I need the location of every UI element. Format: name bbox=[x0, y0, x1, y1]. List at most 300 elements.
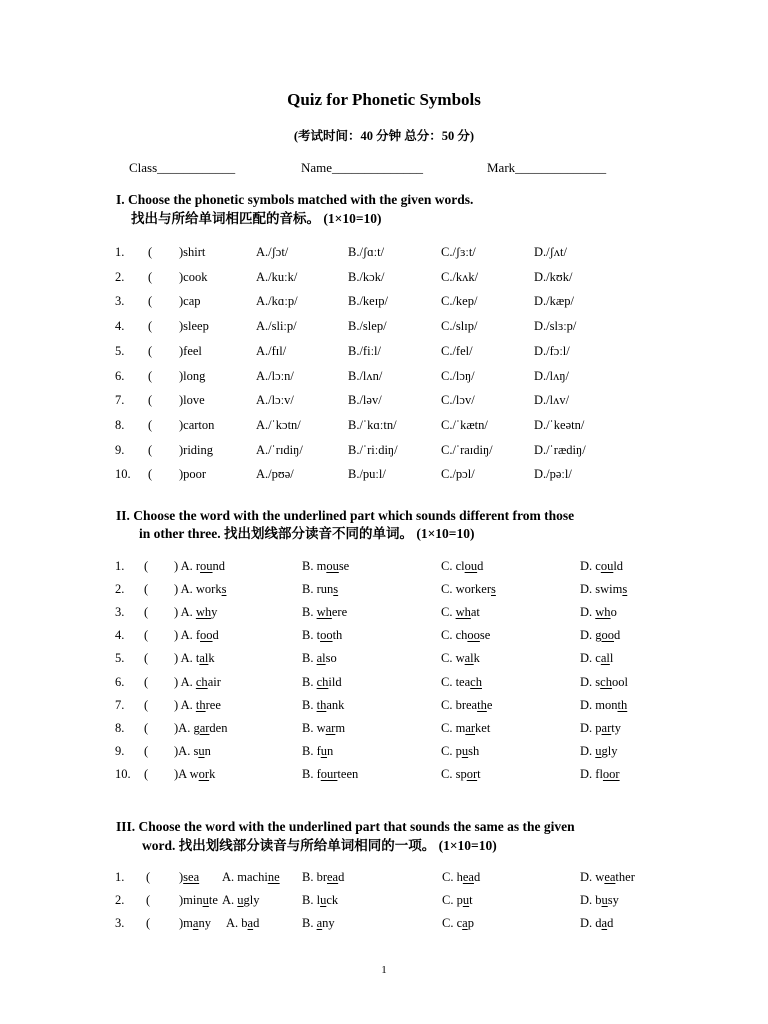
mark-field: Mark______________ bbox=[487, 160, 607, 175]
underlined-part: s bbox=[622, 582, 628, 597]
answer-blank: ( bbox=[148, 442, 153, 457]
underlined-part: wh bbox=[195, 605, 212, 620]
underlined-part: oo bbox=[200, 628, 213, 643]
name-field: Name______________ bbox=[301, 160, 424, 175]
option-d bbox=[580, 721, 621, 736]
option-d: D./ˈkeətn/ bbox=[534, 417, 585, 432]
underlined-part: ch bbox=[195, 674, 208, 689]
word-part: ree bbox=[205, 697, 221, 712]
underlined-part: our bbox=[320, 766, 338, 781]
word-part: gly bbox=[601, 743, 618, 758]
answer-blank: ( bbox=[146, 893, 151, 907]
option-a: A./ˈrɪdiŋ/ bbox=[256, 442, 303, 457]
option-d: D./kæp/ bbox=[534, 294, 574, 309]
word-part: ny bbox=[322, 916, 335, 930]
option-d: D./lʌv/ bbox=[534, 393, 570, 408]
word-part: B. bbox=[302, 916, 317, 930]
word-part: ) A. bbox=[174, 697, 196, 712]
option-b: B./slep/ bbox=[348, 319, 387, 334]
word-part: B. l bbox=[302, 893, 321, 907]
underlined-part: u bbox=[320, 743, 327, 758]
underlined-part: s bbox=[333, 582, 339, 597]
word-part: D. b bbox=[580, 893, 602, 907]
option-b: B./keɪp/ bbox=[348, 294, 388, 309]
option-b bbox=[302, 893, 338, 908]
option-c bbox=[441, 605, 480, 620]
option-b: B./puːl/ bbox=[348, 467, 386, 482]
question-number: 4. bbox=[115, 319, 125, 334]
underlined-part: ea bbox=[462, 870, 474, 884]
word-part: th bbox=[332, 628, 343, 643]
word-part: k bbox=[208, 651, 215, 666]
option-a bbox=[222, 893, 260, 908]
word-part: se bbox=[338, 559, 350, 573]
word-part: ild bbox=[328, 674, 342, 689]
question-number: 3. bbox=[115, 605, 125, 620]
underlined-part: ou bbox=[600, 559, 614, 573]
question-number: 1. bbox=[115, 245, 125, 259]
underlined-part: oo bbox=[601, 628, 615, 643]
word-part: B. m bbox=[302, 559, 327, 573]
word-part: d bbox=[477, 559, 484, 573]
option-a: A./lɔːn/ bbox=[256, 368, 294, 383]
option-a: A./kɑːp/ bbox=[256, 294, 298, 309]
question-number: 2. bbox=[115, 269, 125, 284]
given-word bbox=[179, 893, 218, 908]
underlined-part: or bbox=[198, 766, 210, 781]
word-part: ther bbox=[615, 870, 635, 884]
given-word bbox=[179, 916, 211, 931]
word-part: d bbox=[212, 628, 219, 643]
question-row bbox=[0, 270, 768, 290]
answer-blank: ( bbox=[148, 417, 153, 432]
option-c bbox=[441, 721, 490, 736]
question-number: 10. bbox=[115, 467, 131, 482]
word-part: d bbox=[473, 870, 481, 884]
option-a: A./lɔːv/ bbox=[256, 393, 294, 408]
underlined-part: ch bbox=[470, 674, 482, 689]
option-d: D./ˈrædiŋ/ bbox=[534, 442, 586, 457]
option-a bbox=[174, 744, 211, 759]
word-part: )A. g bbox=[174, 720, 200, 735]
word-part: B. bbox=[302, 651, 317, 666]
word-part: ere bbox=[331, 605, 348, 620]
question-row bbox=[0, 651, 768, 671]
word-part: ) A. t bbox=[174, 651, 200, 666]
question-row bbox=[0, 418, 768, 438]
answer-blank: ( bbox=[148, 245, 153, 259]
underlined-part: a bbox=[247, 916, 254, 930]
question-row bbox=[0, 893, 768, 913]
given-word: )love bbox=[179, 393, 205, 408]
option-d bbox=[580, 559, 623, 574]
option-d bbox=[580, 698, 627, 713]
option-a: A./pʊə/ bbox=[256, 467, 294, 482]
option-c: C./ʃɜːt/ bbox=[441, 245, 476, 259]
underlined-part: u bbox=[320, 893, 327, 907]
question-number: 4. bbox=[115, 628, 125, 643]
word-part: B. bbox=[302, 605, 317, 620]
option-b bbox=[302, 582, 338, 597]
option-d bbox=[580, 767, 620, 782]
word-part: D. c bbox=[580, 559, 601, 573]
underlined-part: wh bbox=[455, 605, 471, 620]
option-c: C./slɪp/ bbox=[441, 319, 478, 334]
underlined-part: or bbox=[466, 766, 478, 781]
underlined-part: oor bbox=[602, 766, 620, 781]
word-part: ool bbox=[611, 674, 628, 689]
option-c bbox=[441, 651, 480, 666]
option-d: D./kʊk/ bbox=[534, 269, 573, 284]
question-row bbox=[0, 675, 768, 695]
underlined-part: th bbox=[477, 697, 487, 712]
word-part: )min bbox=[179, 893, 203, 907]
word-part: B. bbox=[302, 674, 317, 689]
option-b bbox=[302, 628, 342, 643]
question-row bbox=[0, 467, 768, 487]
question-number: 6. bbox=[115, 368, 125, 383]
word-part: k bbox=[473, 651, 480, 666]
word-part: C. w bbox=[441, 651, 465, 666]
option-a bbox=[174, 675, 221, 690]
option-b bbox=[302, 559, 349, 574]
underlined-part: u bbox=[462, 893, 470, 907]
option-b: B./ˈriːdiŋ/ bbox=[348, 442, 398, 457]
option-a: A./kuːk/ bbox=[256, 269, 298, 284]
word-part: C. tea bbox=[441, 674, 471, 689]
underlined-part: u bbox=[601, 893, 608, 907]
option-d bbox=[580, 870, 635, 885]
underlined-part: a bbox=[316, 916, 323, 930]
page-number: 1 bbox=[381, 964, 387, 976]
option-c: C./ˈraɪdiŋ/ bbox=[441, 442, 493, 457]
question-number: 3. bbox=[115, 294, 125, 309]
section-1-heading: I. Choose the phonetic symbols matched with the given words. bbox=[116, 192, 474, 207]
underlined-part: wh bbox=[595, 605, 611, 620]
answer-blank: ( bbox=[148, 319, 153, 334]
underlined-part: ar bbox=[601, 720, 612, 735]
word-part: B. t bbox=[302, 628, 321, 643]
word-part: so bbox=[325, 651, 337, 666]
section-3-heading-cn: word. 找出划线部分读音与所给单词相同的一项。 (1×10=10) bbox=[142, 838, 497, 853]
word-part: C. cl bbox=[441, 559, 465, 573]
option-d bbox=[580, 893, 619, 908]
word-part: C. brea bbox=[441, 697, 478, 712]
word-part: B. f bbox=[302, 766, 321, 781]
word-part: te bbox=[208, 893, 218, 907]
given-word: )cook bbox=[179, 269, 208, 284]
underlined-part: oo bbox=[320, 628, 333, 643]
answer-blank: ( bbox=[144, 651, 149, 666]
option-a bbox=[174, 582, 226, 597]
option-d: D./pəːl/ bbox=[534, 467, 572, 482]
option-c: C./lɔv/ bbox=[441, 393, 475, 408]
question-row bbox=[0, 369, 768, 389]
word-part: C. m bbox=[441, 720, 466, 735]
given-word: )feel bbox=[179, 343, 202, 358]
section-2-heading: II. Choose the word with the underlined part which sounds different from those bbox=[116, 508, 575, 523]
question-row bbox=[0, 721, 768, 741]
option-c bbox=[441, 767, 481, 782]
word-part: ket bbox=[475, 720, 491, 735]
answer-blank: ( bbox=[144, 628, 149, 643]
option-b bbox=[302, 605, 347, 620]
option-b: B./ˈkɑːtn/ bbox=[348, 417, 397, 432]
option-b bbox=[302, 744, 333, 759]
question-number: 8. bbox=[115, 417, 125, 432]
word-part: se bbox=[479, 628, 491, 643]
underlined-part: ne bbox=[267, 870, 280, 884]
option-d bbox=[580, 605, 617, 620]
word-part: D. w bbox=[580, 870, 605, 884]
option-d bbox=[580, 744, 618, 759]
option-d: D./fɔːl/ bbox=[534, 343, 570, 358]
word-part: gly bbox=[243, 893, 260, 907]
question-number: 1. bbox=[115, 559, 125, 573]
word-part: B. f bbox=[302, 743, 321, 758]
given-word bbox=[179, 870, 199, 885]
word-part: den bbox=[209, 720, 228, 735]
option-c bbox=[441, 698, 492, 713]
underlined-part: ch bbox=[316, 674, 329, 689]
underlined-part: u bbox=[198, 743, 205, 758]
question-row bbox=[0, 582, 768, 602]
answer-blank: ( bbox=[144, 766, 149, 781]
word-part: ck bbox=[326, 893, 339, 907]
given-word: )riding bbox=[179, 442, 214, 457]
question-number: 7. bbox=[115, 393, 125, 408]
word-part: l bbox=[609, 651, 614, 666]
underlined-part: s bbox=[491, 582, 496, 597]
given-word: )sleep bbox=[179, 319, 209, 334]
option-a: A./fɪl/ bbox=[256, 343, 287, 358]
option-c bbox=[441, 559, 483, 574]
option-a: A./sliːp/ bbox=[256, 319, 297, 334]
word-part: n bbox=[327, 743, 334, 758]
word-part: at bbox=[470, 605, 480, 620]
word-part: n bbox=[204, 743, 211, 758]
word-part: e bbox=[486, 697, 493, 712]
option-c: C./kʌk/ bbox=[441, 269, 479, 284]
option-c: C./kep/ bbox=[441, 294, 478, 309]
word-part: D. bbox=[580, 743, 596, 758]
underlined-part: al bbox=[316, 651, 326, 666]
question-number: 9. bbox=[115, 442, 125, 457]
page-title: Quiz for Phonetic Symbols bbox=[287, 90, 481, 109]
word-part: ) bbox=[179, 870, 184, 884]
option-c bbox=[441, 582, 496, 597]
word-part: D. d bbox=[580, 916, 602, 930]
option-b bbox=[302, 870, 344, 885]
question-number: 10. bbox=[115, 766, 131, 781]
option-b: B./lʌn/ bbox=[348, 368, 383, 383]
word-part: D. c bbox=[580, 651, 601, 666]
underlined-part: oo bbox=[467, 628, 480, 643]
option-d bbox=[580, 651, 613, 666]
option-d bbox=[580, 916, 613, 931]
option-a: A./ʃɔt/ bbox=[256, 245, 289, 259]
underlined-part: th bbox=[195, 697, 206, 712]
word-part: teen bbox=[337, 766, 359, 781]
underlined-part: u bbox=[237, 893, 244, 907]
option-b: B./ʃɑːt/ bbox=[348, 245, 385, 259]
question-row bbox=[0, 744, 768, 764]
section-1-heading-cn: 找出与所给单词相匹配的音标。 (1×10=10) bbox=[131, 211, 382, 226]
option-d bbox=[580, 582, 627, 597]
option-d: D./ʃʌt/ bbox=[534, 245, 567, 259]
word-part: D. mon bbox=[580, 697, 618, 712]
word-part: d bbox=[614, 628, 621, 643]
question-row bbox=[0, 870, 768, 890]
word-part: C. h bbox=[442, 870, 463, 884]
word-part: D. swim bbox=[580, 582, 623, 597]
word-part: k bbox=[209, 766, 216, 781]
word-part: D. bbox=[580, 605, 596, 620]
question-row bbox=[0, 605, 768, 625]
word-part: ank bbox=[326, 697, 345, 712]
word-part: ) A. f bbox=[174, 628, 201, 643]
word-part: B. bbox=[302, 697, 317, 712]
option-a bbox=[226, 916, 259, 931]
answer-blank: ( bbox=[148, 294, 153, 309]
question-row bbox=[0, 393, 768, 413]
word-part: sy bbox=[607, 893, 619, 907]
underlined-part: u bbox=[202, 893, 209, 907]
question-row bbox=[0, 294, 768, 314]
answer-blank: ( bbox=[144, 720, 149, 735]
question-number: 8. bbox=[115, 720, 125, 735]
given-word: )long bbox=[179, 368, 206, 383]
section-2-heading-cn: in other three. 找出划线部分读音不同的单词。 (1×10=10) bbox=[139, 526, 475, 541]
answer-blank: ( bbox=[144, 743, 149, 758]
word-part: B. w bbox=[302, 720, 326, 735]
word-part: C. p bbox=[441, 743, 462, 758]
word-part: D. p bbox=[580, 720, 602, 735]
answer-blank: ( bbox=[146, 916, 151, 930]
word-part: )m bbox=[179, 916, 193, 930]
question-number: 3. bbox=[115, 916, 125, 930]
underlined-part: a bbox=[462, 916, 468, 930]
question-row bbox=[0, 319, 768, 339]
given-word: )poor bbox=[179, 467, 207, 482]
option-a bbox=[174, 698, 221, 713]
question-row bbox=[0, 698, 768, 718]
word-part: C. p bbox=[442, 893, 463, 907]
underlined-part: al bbox=[199, 651, 209, 666]
word-part: o bbox=[610, 605, 617, 620]
section-3-heading: III. Choose the word with the underlined part that sounds the same as the given bbox=[116, 819, 575, 834]
answer-blank: ( bbox=[148, 393, 153, 408]
option-a bbox=[222, 870, 280, 885]
word-part: d bbox=[607, 916, 614, 930]
underlined-part: ar bbox=[465, 720, 476, 735]
option-b: B./ləv/ bbox=[348, 393, 382, 408]
question-row bbox=[0, 559, 768, 579]
word-part: ny bbox=[198, 916, 211, 930]
underlined-part: a bbox=[601, 916, 608, 930]
given-word: )carton bbox=[179, 417, 215, 432]
question-number: 7. bbox=[115, 697, 125, 712]
question-row bbox=[0, 245, 768, 265]
word-part: y bbox=[211, 605, 218, 620]
option-c bbox=[441, 675, 482, 690]
word-part: B. br bbox=[302, 870, 327, 884]
answer-blank: ( bbox=[148, 368, 153, 383]
option-c: C./lɔŋ/ bbox=[441, 368, 475, 383]
option-a bbox=[174, 559, 225, 574]
word-part: t bbox=[469, 893, 473, 907]
question-row bbox=[0, 916, 768, 936]
option-d bbox=[580, 628, 620, 643]
word-part: ty bbox=[611, 720, 621, 735]
option-c: C./ˈkætn/ bbox=[441, 417, 488, 432]
question-row bbox=[0, 767, 768, 787]
option-b bbox=[302, 698, 344, 713]
answer-blank: ( bbox=[144, 674, 149, 689]
question-number: 6. bbox=[115, 674, 125, 689]
word-part: )A. s bbox=[174, 743, 199, 758]
option-b: B./kɔk/ bbox=[348, 269, 385, 284]
word-part: D. g bbox=[580, 628, 602, 643]
word-part: sh bbox=[468, 743, 480, 758]
underlined-part: ou bbox=[200, 559, 213, 573]
word-part: air bbox=[207, 674, 221, 689]
word-part: d bbox=[338, 870, 345, 884]
underlined-part: ea bbox=[604, 870, 616, 884]
word-part: B. run bbox=[302, 582, 334, 597]
option-d bbox=[580, 675, 628, 690]
underlined-part: ou bbox=[464, 559, 478, 573]
underlined-part: u bbox=[595, 743, 602, 758]
word-part: C. worker bbox=[441, 582, 491, 597]
question-row bbox=[0, 628, 768, 648]
word-part: C. c bbox=[442, 916, 463, 930]
underlined-part: s bbox=[221, 582, 227, 597]
given-word: )cap bbox=[179, 294, 201, 309]
question-number: 1. bbox=[115, 870, 125, 884]
option-b: B./fiːl/ bbox=[348, 343, 381, 358]
word-part: A. bbox=[222, 893, 238, 907]
option-c: C./pɔl/ bbox=[441, 467, 475, 482]
option-c bbox=[442, 893, 473, 908]
question-row bbox=[0, 344, 768, 364]
underlined-part: ar bbox=[325, 720, 336, 735]
word-part: m bbox=[335, 720, 346, 735]
exam-info-subtitle: (考试时间：40 分钟 总分：50 分) bbox=[293, 129, 475, 143]
option-d: D./lʌŋ/ bbox=[534, 368, 570, 383]
underlined-part: al bbox=[600, 651, 610, 666]
answer-blank: ( bbox=[144, 697, 149, 712]
question-row bbox=[0, 443, 768, 463]
option-b bbox=[302, 767, 358, 782]
word-part: ld bbox=[613, 559, 624, 573]
option-c: C./fel/ bbox=[441, 343, 473, 358]
answer-blank: ( bbox=[148, 343, 153, 358]
word-part: D. s bbox=[580, 674, 601, 689]
word-part: A. b bbox=[226, 916, 248, 930]
underlined-part: th bbox=[617, 697, 628, 712]
option-a bbox=[174, 767, 215, 782]
word-part: t bbox=[477, 766, 481, 781]
option-a bbox=[174, 605, 217, 620]
word-part: ) A. bbox=[174, 605, 196, 620]
word-part: A. machi bbox=[222, 870, 268, 884]
word-part: C. sp bbox=[441, 766, 467, 781]
question-number: 2. bbox=[115, 893, 125, 907]
option-a bbox=[174, 721, 227, 736]
word-part: ) A. work bbox=[174, 582, 222, 597]
answer-blank: ( bbox=[144, 559, 149, 573]
